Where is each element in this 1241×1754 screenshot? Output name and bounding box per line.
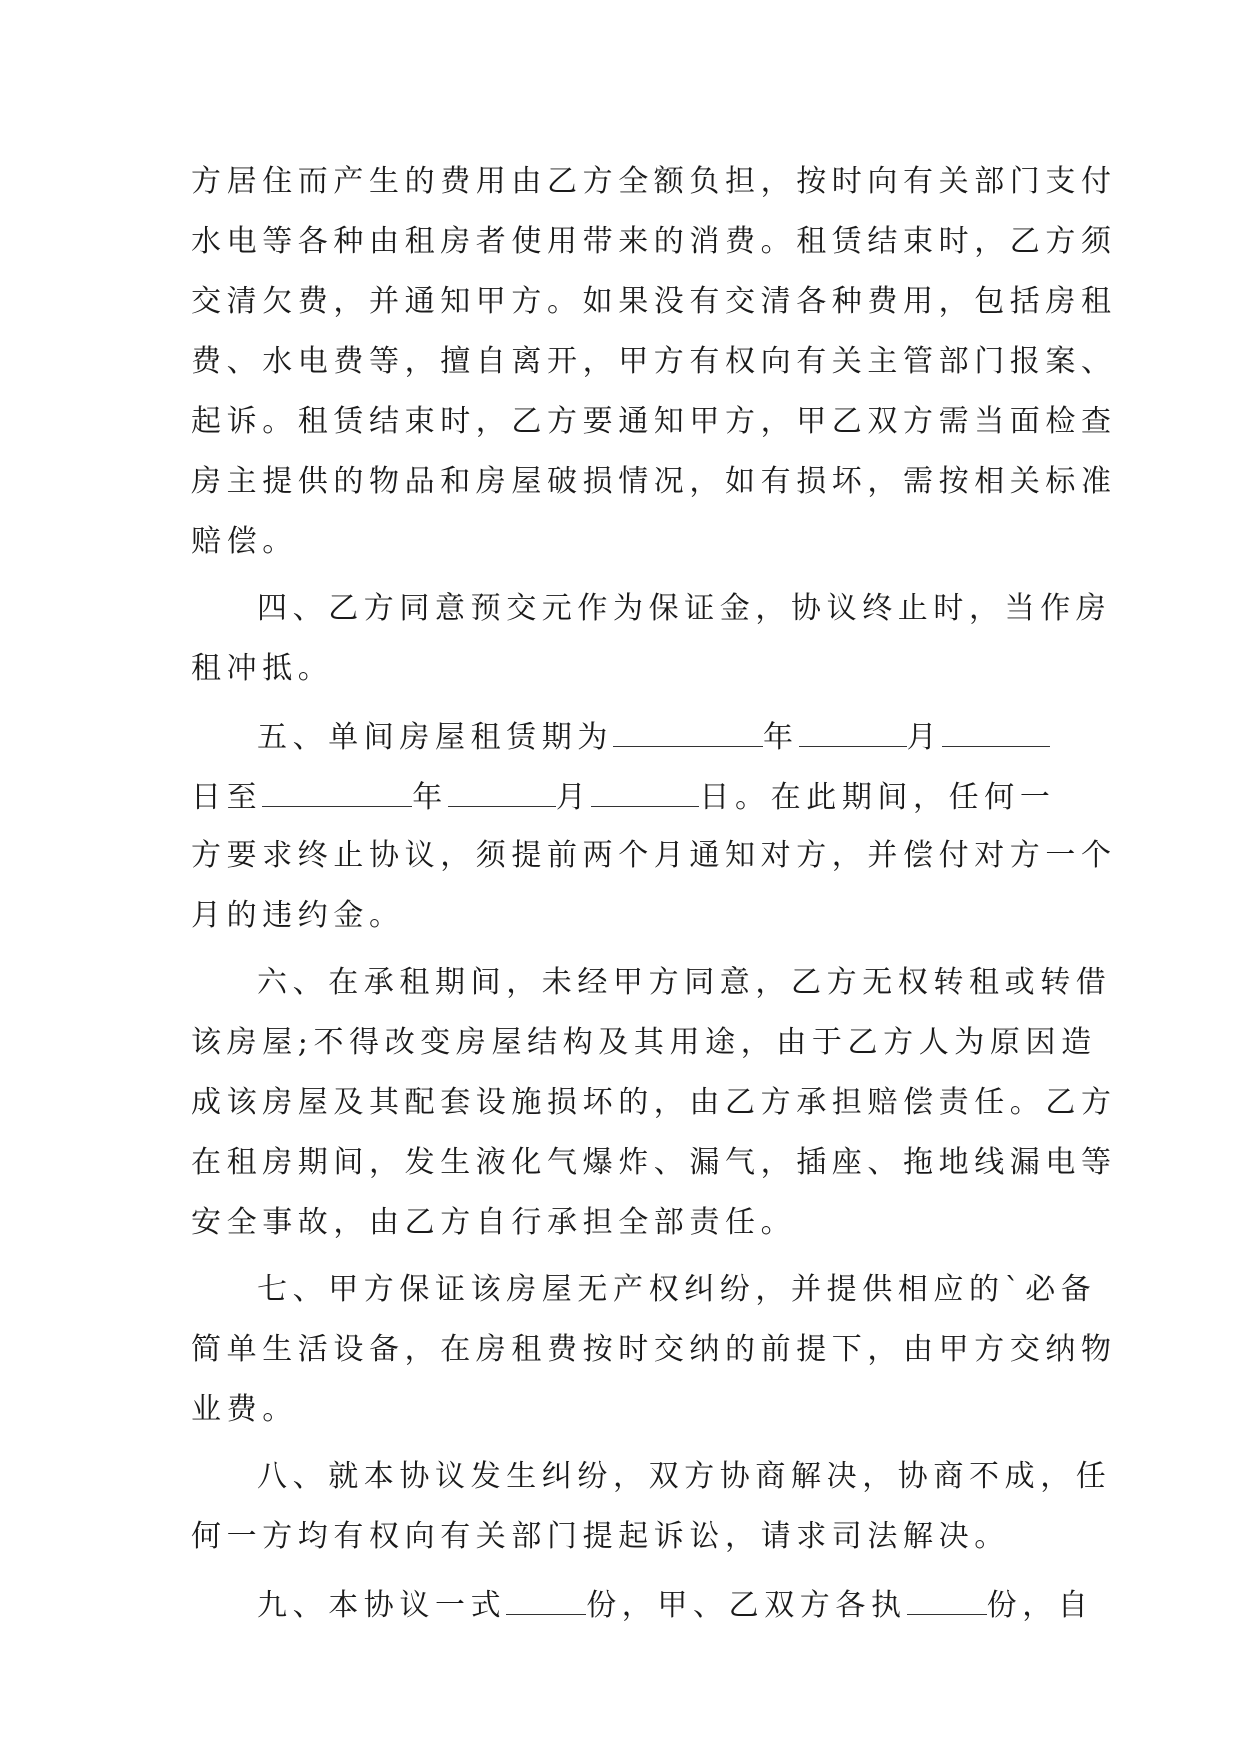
text-line: 业费。 [191,1392,298,1427]
text-line: 交清欠费，并通知甲方。如果没有交清各种费用，包括房租 [191,284,1117,319]
text-line: 成该房屋及其配套设施损坏的，由乙方承担赔偿责任。乙方 [191,1085,1117,1120]
text-line: 租冲抵。 [191,651,334,686]
fill-in-blank [506,1574,586,1615]
fill-in-blank [799,706,907,747]
fill-in-blank [262,766,412,807]
clause-8 [191,1447,1112,1567]
clause-6 [191,953,1117,1253]
text-line [191,706,1051,766]
fill-in-blank [613,706,763,747]
text-line: 起诉。租赁结束时，乙方要通知甲方，甲乙双方需当面检查 [191,404,1117,439]
text-line: 在租房期间，发生液化气爆炸、漏气，插座、拖地线漏电等 [191,1145,1117,1180]
text-line: 方居住而产生的费用由乙方全额负担，按时向有关部门支付 [191,164,1117,199]
text-line: 七、甲方保证该房屋无产权纠纷，并提供相应的`必备 [257,1272,1097,1307]
text-line: 费、水电费等，擅自离开，甲方有权向有关主管部门报案、 [191,344,1117,379]
clause-7 [191,1260,1117,1440]
text-line [191,1574,1094,1634]
text-line: 四、乙方同意预交元作为保证金，协议终止时，当作房 [257,591,1112,626]
text-segment: 份，甲、乙双方各执 [586,1588,907,1623]
text-segment: 九、本协议一式 [257,1588,507,1623]
text-line: 简单生活设备，在房租费按时交纳的前提下，由甲方交纳物 [191,1332,1117,1367]
text-line: 八、就本协议发生纠纷，双方协商解决，协商不成，任 [257,1459,1112,1494]
text-line: 赔偿。 [191,524,298,559]
contract-body [191,152,1117,1634]
clause-5 [191,706,1117,946]
text-line: 月的违约金。 [191,898,405,933]
text-line: 水电等各种由租房者使用带来的消费。租赁结束时，乙方须 [191,224,1117,259]
text-line: 房主提供的物品和房屋破损情况，如有损坏，需按相关标准 [191,464,1117,499]
text-line: 该房屋;不得改变房屋结构及其用途，由于乙方人为原因造 [191,1025,1097,1060]
text-line: 安全事故，由乙方自行承担全部责任。 [191,1205,797,1240]
clause-4 [191,579,1112,699]
text-segment: 年 [412,780,448,815]
clause-9 [191,1574,1094,1634]
fill-in-blank [942,706,1050,747]
text-segment: 月 [555,780,592,815]
text-segment: 份，自 [986,1588,1094,1623]
fill-in-blank [907,1574,987,1615]
clause-3-continued [191,152,1117,572]
text-line: 六、在承租期间，未经甲方同意，乙方无权转租或转借 [257,965,1112,1000]
fill-in-blank [448,766,556,807]
text-segment: 日至 [191,780,263,815]
fill-in-blank [591,766,699,807]
text-line [191,766,1056,826]
text-segment: 月 [906,720,943,755]
text-line: 方要求终止协议，须提前两个月通知对方，并偿付对方一个 [191,838,1117,873]
text-line: 何一方均有权向有关部门提起诉讼，请求司法解决。 [191,1519,1010,1554]
text-segment: 日。在此期间，任何一 [699,780,1056,815]
text-segment: 年 [763,720,799,755]
text-segment: 五、单间房屋租赁期为 [257,720,613,755]
